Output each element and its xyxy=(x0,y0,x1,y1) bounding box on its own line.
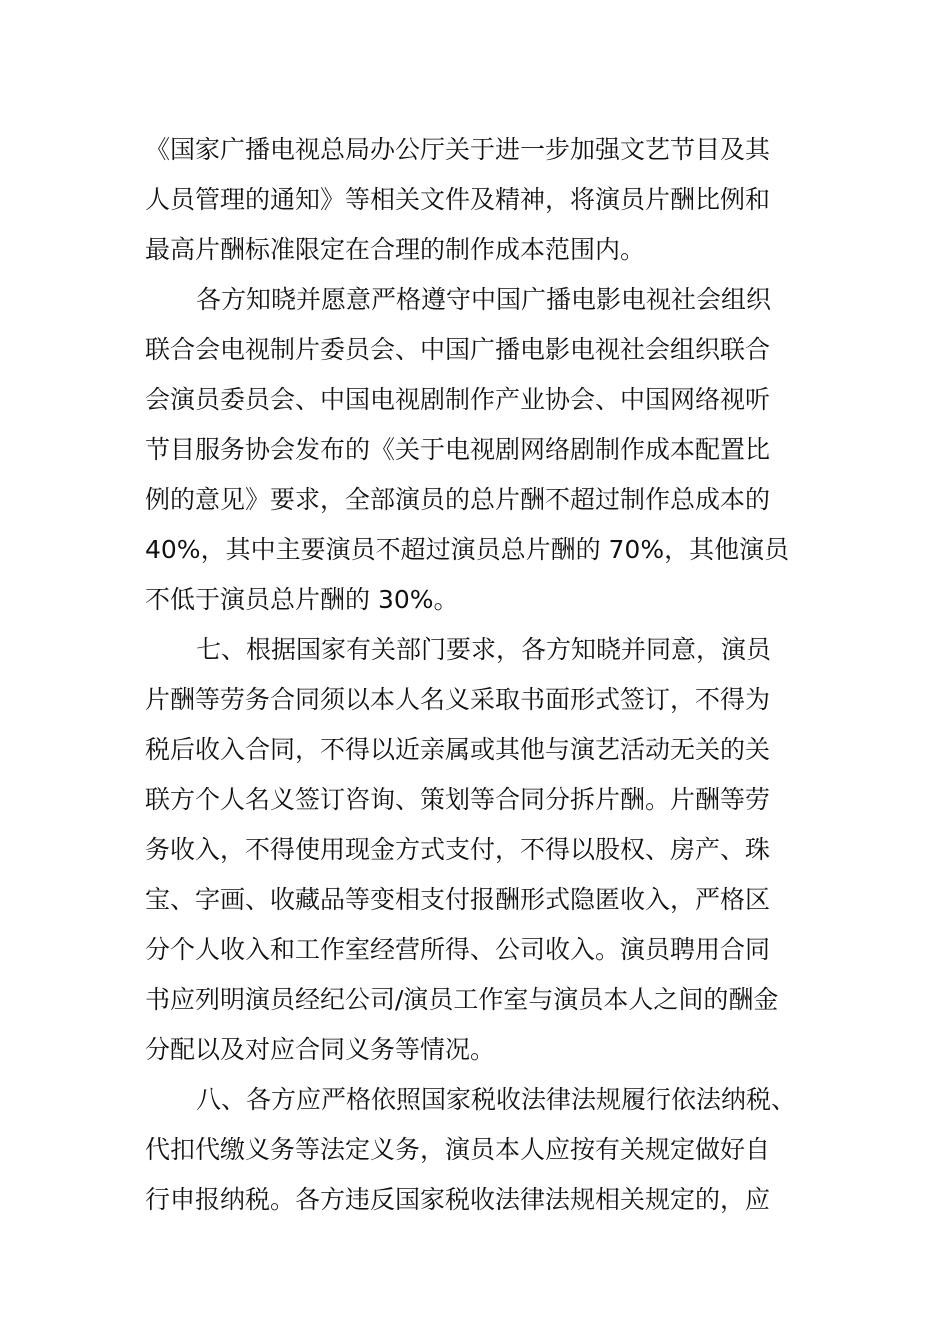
text-line: 例的意见》要求，全部演员的总片酬不超过制作总成本的 xyxy=(145,485,771,514)
text-line: 税后收入合同，不得以近亲属或其他与演艺活动无关的关 xyxy=(145,735,771,764)
text-line: 节目服务协会发布的《关于电视剧网络剧制作成本配置比 xyxy=(145,435,771,464)
text-line: 不低于演员总片酬的 30%。 xyxy=(145,585,459,614)
text-line: 会演员委员会、中国电视剧制作产业协会、中国网络视听 xyxy=(145,385,771,414)
text-line: 《国家广播电视总局办公厅关于进一步加强文艺节目及其 xyxy=(145,135,771,164)
paragraph-first-line: 七、根据国家有关部门要求，各方知晓并同意，演员 xyxy=(196,635,772,664)
text-line: 最高片酬标准限定在合理的制作成本范围内。 xyxy=(145,235,646,264)
paragraph-first-line: 八、各方应严格依照国家税收法律法规履行依法纳税、 xyxy=(196,1085,797,1114)
text-line: 代扣代缴义务等法定义务，演员本人应按有关规定做好自 xyxy=(145,1135,771,1164)
text-line: 宝、字画、收藏品等变相支付报酬形式隐匿收入，严格区 xyxy=(145,885,771,914)
paragraph-first-line: 各方知晓并愿意严格遵守中国广播电影电视社会组织 xyxy=(196,285,772,314)
text-line: 分配以及对应合同义务等情况。 xyxy=(145,1035,496,1064)
text-line: 联方个人名义签订咨询、策划等合同分拆片酬。片酬等劳 xyxy=(145,785,771,814)
text-line: 40%，其中主要演员不超过演员总片酬的 70%，其他演员 xyxy=(145,535,790,564)
text-line: 片酬等劳务合同须以本人名义采取书面形式签订，不得为 xyxy=(145,685,771,714)
text-line: 联合会电视制片委员会、中国广播电影电视社会组织联合 xyxy=(145,335,771,364)
text-line: 行申报纳税。各方违反国家税收法律法规相关规定的，应 xyxy=(145,1185,771,1214)
text-line: 人员管理的通知》等相关文件及精神，将演员片酬比例和 xyxy=(145,185,771,214)
text-line: 务收入，不得使用现金方式支付，不得以股权、房产、珠 xyxy=(145,835,771,864)
text-line: 书应列明演员经纪公司/演员工作室与演员本人之间的酬金 xyxy=(145,985,779,1014)
text-line: 分个人收入和工作室经营所得、公司收入。演员聘用合同 xyxy=(145,935,771,964)
